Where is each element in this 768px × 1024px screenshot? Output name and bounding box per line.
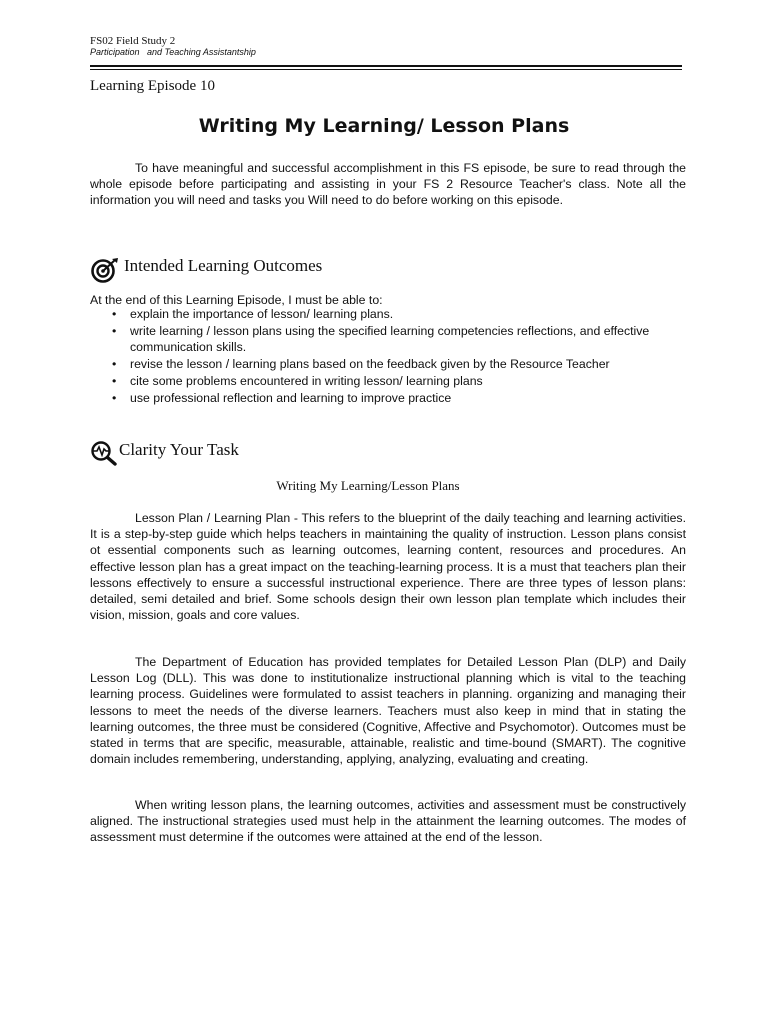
header-rule-thick [90, 65, 682, 67]
outcome-item: • cite some problems encountered in writing lesson/ learning plans [112, 373, 483, 388]
page-title: Writing My Learning/ Lesson Plans [198, 115, 570, 137]
outcomes-heading: Intended Learning Outcomes [124, 256, 323, 275]
header-course: FS02 Field Study 2 [90, 35, 176, 47]
task-paragraph: When writing lesson plans, the learning outcomes, activities and assessment must be constructively aligned. The instructional strategies used must help in the attainment the learning outcomes. The modes of assessment must determine if the outcomes were attained at the end of the lesson. [90, 798, 686, 845]
episode-label: Learning Episode 10 [90, 78, 215, 94]
task-paragraph: The Department of Education has provided templates for Detailed Lesson Plan (DLP) and Daily Lesson Log (DLL). This was done to institutionalize instructional planning which is vital to the teaching learning process. Guidelines were formulated to assist teachers in planning. organizing and managing their lessons to meet the needs of the diverse learners. Teachers must also keep in mind that in stating the learning outcomes, the three must be considered (Cognitive, Affective and Psychomotor). Outcomes must be stated in terms that are specific, measurable, attainable, realistic and time-bound (SMART). The cognitive domain includes remembering, understanding, applying, analyzing, evaluating and creating. [90, 655, 686, 767]
task-subheading: Writing My Learning/Lesson Plans [276, 478, 460, 493]
outcomes-list [112, 306, 692, 407]
intro-paragraph: To have meaningful and successful accomplishment in this FS episode, be sure to read through the whole episode before participating and assisting in your FS 2 Resource Teacher's class. Note all the information you will need and tasks you Will need to do before working on this episode. [90, 161, 686, 208]
outcome-item: • write learning / lesson plans using the specified learning competencies reflections, and effective communication skills. [112, 323, 650, 355]
task-paragraph: Lesson Plan / Learning Plan - This refers to the blueprint of the daily teaching and learning activities. It is a step-by-step guide which helps teachers in maintaining the quality of instruction. Lesson plans consist ot essential components such as learning outcomes, learning content, resources and procedures. An effective lesson plan has a great impact on the teaching-learning process. It is a must that teachers plan their lessons effectively to ensure a successful instructional experience. There are three types of lesson plans: detailed, semi detailed and brief. Some schools design their own lesson plan template which includes their vision, mission, goals and core values. [90, 511, 686, 623]
target-icon [90, 257, 120, 283]
task-heading: Clarity Your Task [119, 440, 239, 459]
outcome-item: • explain the importance of lesson/ learning plans. [112, 307, 394, 321]
magnifier-pulse-icon [90, 440, 118, 466]
outcome-item: • use professional reflection and learning to improve practice [112, 390, 452, 405]
header-subtitle: Participation and Teaching Assistantship [90, 47, 256, 57]
outcome-item: • revise the lesson / learning plans based on the feedback given by the Resource Teacher [112, 357, 610, 372]
outcomes-lead: At the end of this Learning Episode, I must be able to: [90, 293, 383, 307]
header-rule-thin [90, 69, 682, 70]
